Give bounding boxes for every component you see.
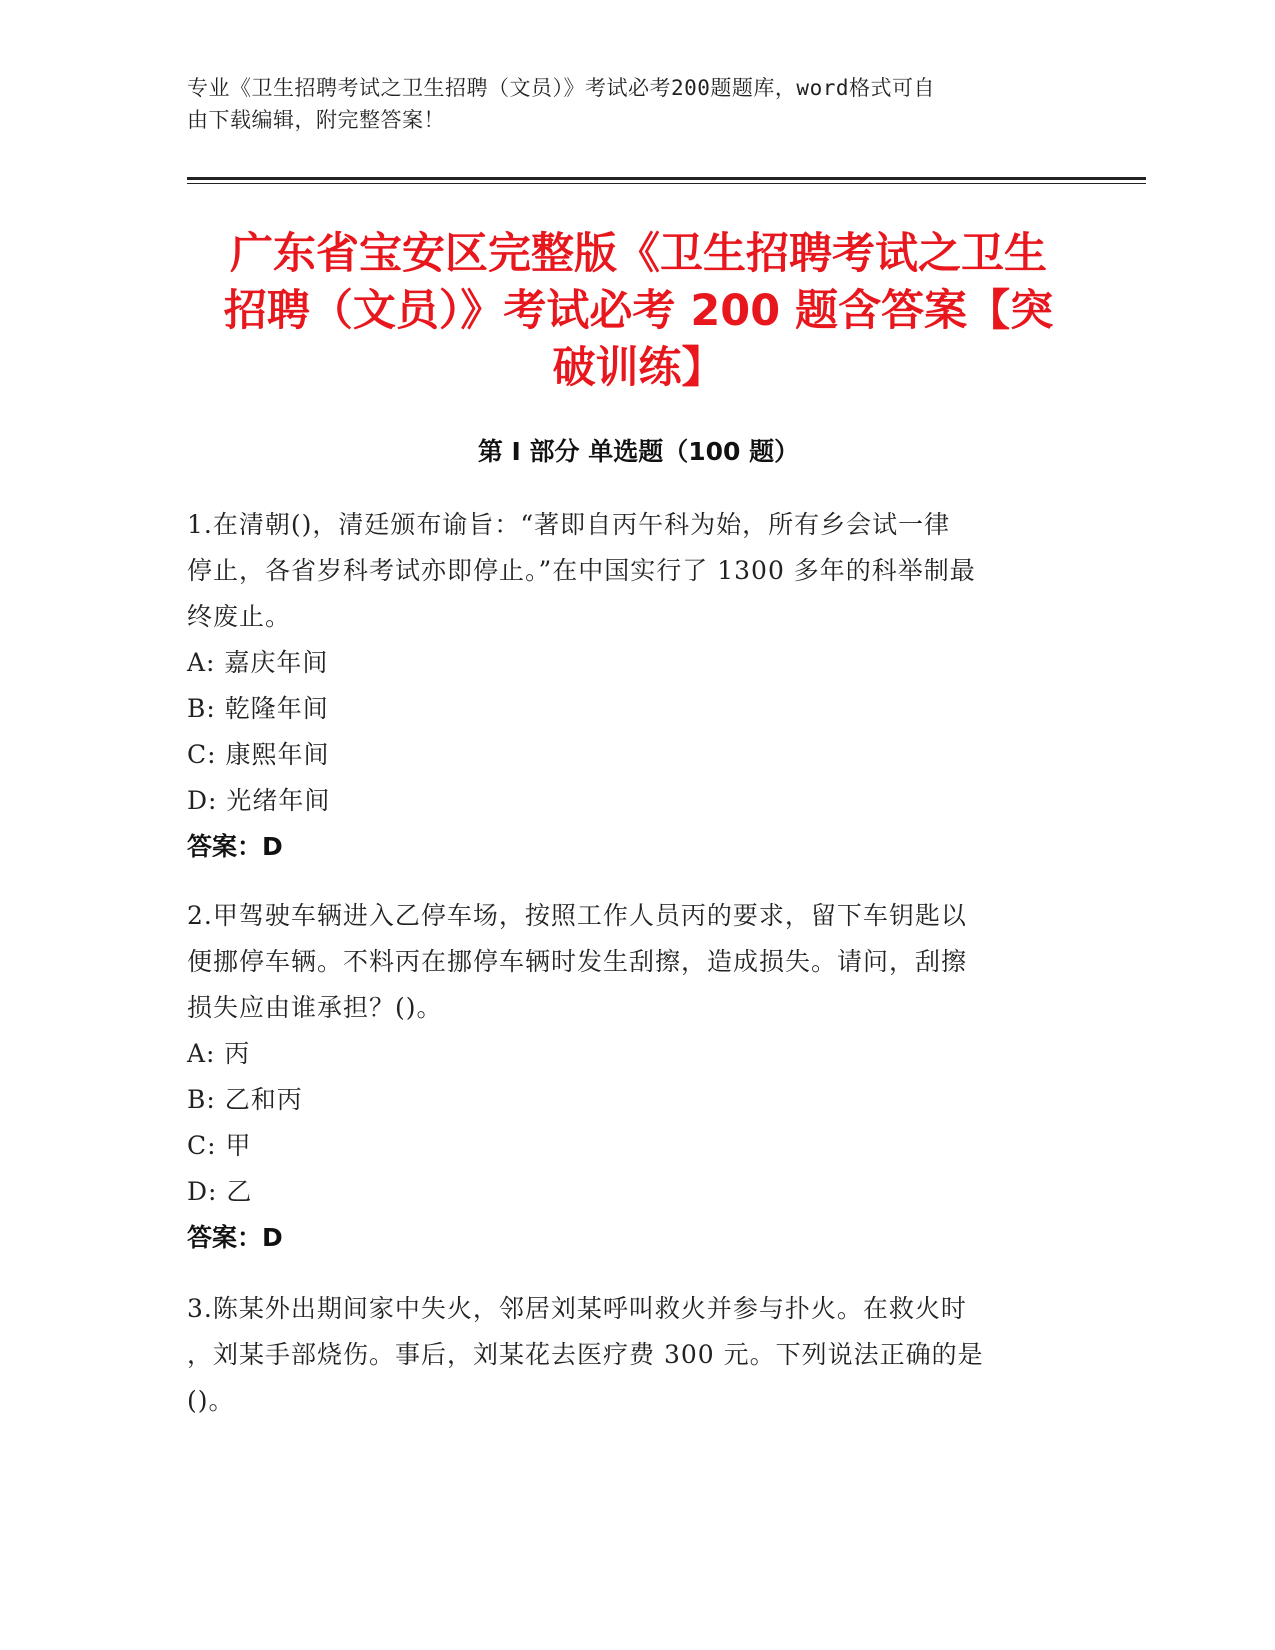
question-2 [187, 893, 1067, 1261]
title-line: 广东省宝安区完整版《卫生招聘考试之卫生 [230, 229, 1047, 279]
question-stem [187, 502, 1067, 640]
option-d: D: 光绪年间 [187, 786, 331, 815]
document-title [187, 226, 1090, 397]
option-c: C: 康熙年间 [187, 740, 330, 769]
header-note-line: 专业《卫生招聘考试之卫生招聘（文员）》考试必考200题题库，word格式可自 [187, 76, 935, 100]
stem-line: 1.在清朝()，清廷颁布谕旨：“著即自丙午科为始，所有乡会试一律 [187, 510, 951, 539]
stem-line: 停止，各省岁科考试亦即停止。”在中国实行了 1300 多年的科举制最 [187, 556, 976, 585]
stem-line: ，刘某手部烧伤。事后，刘某花去医疗费 300 元。下列说法正确的是 [187, 1340, 984, 1369]
stem-line: 终废止。 [187, 602, 292, 631]
stem-line: 便挪停车辆。不料丙在挪停车辆时发生刮擦，造成损失。请问，刮擦 [187, 947, 968, 976]
option-b: B: 乙和丙 [187, 1085, 303, 1114]
option-a: A: 丙 [187, 1039, 251, 1068]
header-divider [187, 177, 1146, 180]
question-3 [187, 1286, 1067, 1424]
header-note-line: 由下载编辑，附完整答案！ [187, 108, 445, 132]
header-note [187, 72, 1067, 136]
option-b: B: 乾隆年间 [187, 694, 329, 723]
section-heading: 第 I 部分 单选题（100 题） [477, 437, 800, 466]
header-divider [187, 183, 1146, 184]
stem-line: 3.陈某外出期间家中失火，邻居刘某呼叫救火并参与扑火。在救火时 [187, 1294, 967, 1323]
question-1 [187, 502, 1067, 870]
question-stem [187, 893, 1067, 1031]
answer: 答案：D [187, 1223, 283, 1252]
option-a: A: 嘉庆年间 [187, 648, 329, 677]
option-d: D: 乙 [187, 1177, 253, 1206]
stem-line: 2.甲驾驶车辆进入乙停车场，按照工作人员丙的要求，留下车钥匙以 [187, 901, 967, 930]
stem-line: ()。 [187, 1386, 235, 1415]
question-stem [187, 1286, 1067, 1424]
answer: 答案：D [187, 832, 283, 861]
option-c: C: 甲 [187, 1131, 252, 1160]
stem-line: 损失应由谁承担？()。 [187, 993, 443, 1022]
title-line: 破训练】 [552, 343, 725, 393]
title-line: 招聘（文员）》考试必考 200 题含答案【突 [223, 286, 1054, 336]
